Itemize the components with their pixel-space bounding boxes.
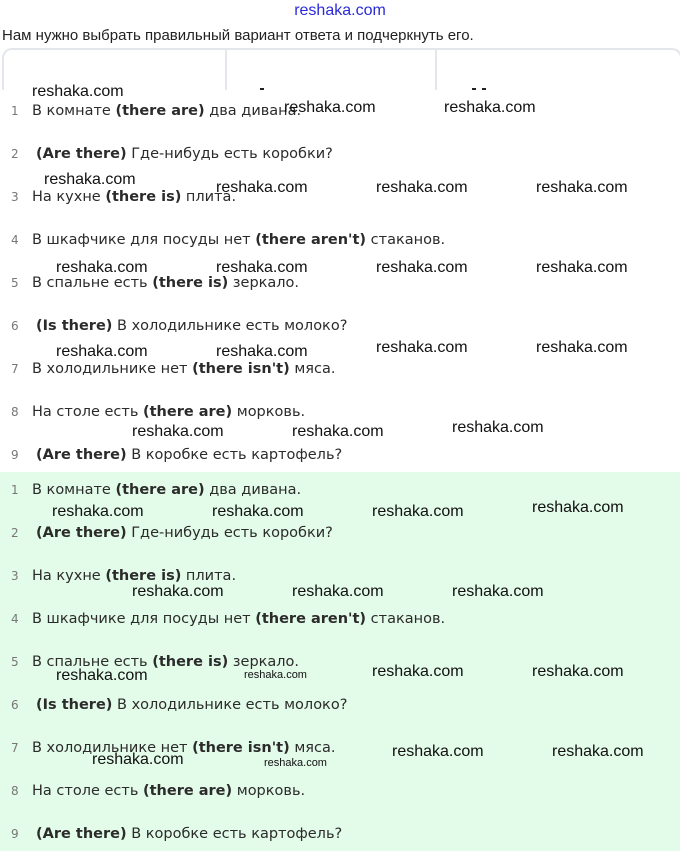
sentence-after: морковь. (232, 404, 306, 420)
sentence-after: Где-нибудь есть коробки? (126, 146, 333, 162)
original-row-6 (0, 314, 680, 338)
row-number: 2 (11, 526, 19, 540)
watermark-text: reshaka.com (264, 757, 327, 769)
watermark-text: reshaka.com (32, 83, 124, 100)
watermark-text: reshaka.com (56, 343, 148, 360)
answer-phrase: (there isn't) (192, 740, 290, 756)
sentence-after: стаканов. (366, 232, 446, 248)
row-number: 1 (11, 104, 19, 118)
original-row-4 (0, 228, 680, 252)
answer-phrase: (there aren't) (255, 232, 367, 248)
sentence-before: В спальне есть (32, 654, 153, 670)
sentence-text (32, 400, 305, 424)
sentence-after: мяса. (289, 740, 336, 756)
answer-phrase: (there isn't) (192, 361, 290, 377)
sentence-text (32, 99, 301, 123)
original-row-8 (0, 400, 680, 424)
sentence-before: В комнате (32, 482, 116, 498)
row-number: 5 (11, 276, 19, 290)
watermark-text: reshaka.com (452, 419, 544, 436)
row-number: 6 (11, 319, 19, 333)
row-number: 4 (11, 612, 19, 626)
watermark-text: reshaka.com (216, 179, 308, 196)
sentence-before: В комнате (32, 103, 116, 119)
watermark-text: reshaka.com (536, 259, 628, 276)
row-number: 3 (11, 190, 19, 204)
row-number: 4 (11, 233, 19, 247)
watermark-text: reshaka.com (132, 583, 224, 600)
answer-phrase: (there are) (115, 482, 205, 498)
answer-phrase: (there is) (152, 654, 229, 670)
watermark-text: reshaka.com (92, 751, 184, 768)
watermark-text: reshaka.com (216, 343, 308, 360)
sentence-text (32, 478, 301, 502)
sentence-after: плита. (181, 189, 237, 205)
watermark-text: reshaka.com (216, 259, 308, 276)
sentence-before: На кухне (32, 189, 106, 205)
answer-phrase: (there is) (105, 568, 182, 584)
watermark-text: reshaka.com (376, 179, 468, 196)
sentence-after: В холодильнике есть молоко? (112, 318, 348, 334)
answer-phrase: (Are there) (36, 447, 127, 463)
watermark-text: reshaka.com (376, 259, 468, 276)
answer-phrase: (there are) (142, 404, 233, 420)
row-number: 8 (11, 405, 19, 419)
sentence-after: В холодильнике есть молоко? (112, 697, 348, 713)
row-number: 8 (11, 784, 19, 798)
header-watermark: reshaka.com (294, 2, 386, 19)
row-number: 6 (11, 698, 19, 712)
sentence-after: В коробке есть картофель? (126, 826, 343, 842)
sentence-before: В спальне есть (32, 275, 153, 291)
sentence-text (32, 607, 445, 631)
watermark-text: reshaka.com (552, 743, 644, 760)
watermark-text: reshaka.com (452, 583, 544, 600)
sentence-before: На столе есть (32, 783, 143, 799)
sentence-before: В шкафчике для посуды нет (32, 611, 256, 627)
sentence-after: зеркало. (228, 654, 300, 670)
sentence-text (36, 142, 333, 166)
row-number: 1 (11, 483, 19, 497)
answer-phrase: (there is) (152, 275, 229, 291)
instruction-text: Нам нужно выбрать правильный вариант ответа и подчеркнуть его. (2, 27, 474, 44)
answer-phrase: (Is there) (36, 318, 113, 334)
answer-row-2 (0, 521, 680, 545)
answer-row-6 (0, 693, 680, 717)
sentence-after: зеркало. (228, 275, 300, 291)
sentence-text (36, 443, 342, 467)
table-column-divider (435, 48, 437, 92)
watermark-text: reshaka.com (244, 669, 307, 681)
answer-row-9 (0, 822, 680, 846)
original-row-2 (0, 142, 680, 166)
watermark-text: reshaka.com (392, 743, 484, 760)
sentence-text (36, 822, 342, 846)
answer-row-8 (0, 779, 680, 803)
row-number: 9 (11, 827, 19, 841)
sentence-text (36, 314, 347, 338)
watermark-text: reshaka.com (372, 503, 464, 520)
watermark-text: reshaka.com (532, 663, 624, 680)
answer-phrase: (there is) (105, 189, 182, 205)
sentence-after: плита. (181, 568, 237, 584)
watermark-text: reshaka.com (284, 99, 376, 116)
sentence-text (32, 228, 445, 252)
answer-phrase: (there are) (115, 103, 205, 119)
sentence-after: Где-нибудь есть коробки? (126, 525, 333, 541)
sentence-before: В шкафчике для посуды нет (32, 232, 256, 248)
watermark-text: reshaka.com (52, 503, 144, 520)
sentence-before: В холодильнике нет (32, 361, 193, 377)
sentence-after: два дивана. (204, 482, 302, 498)
table-column-divider (225, 48, 227, 92)
watermark-text: reshaka.com (56, 259, 148, 276)
row-number: 5 (11, 655, 19, 669)
sentence-after: мяса. (289, 361, 336, 377)
sentence-before: В холодильнике нет (32, 740, 193, 756)
watermark-text: reshaka.com (372, 663, 464, 680)
sentence-after: В коробке есть картофель? (126, 447, 343, 463)
answer-phrase: (Are there) (36, 525, 127, 541)
answer-phrase: (Are there) (36, 146, 127, 162)
sentence-before: На кухне (32, 568, 106, 584)
sentence-after: стаканов. (366, 611, 446, 627)
watermark-text: reshaka.com (292, 583, 384, 600)
row-number: 9 (11, 448, 19, 462)
row-number: 7 (11, 741, 19, 755)
original-row-9 (0, 443, 680, 467)
answer-row-4 (0, 607, 680, 631)
watermark-text: reshaka.com (536, 179, 628, 196)
row-number: 2 (11, 147, 19, 161)
watermark-text: reshaka.com (132, 423, 224, 440)
watermark-text: reshaka.com (212, 503, 304, 520)
answer-phrase: (Is there) (36, 697, 113, 713)
answer-phrase: (there aren't) (255, 611, 367, 627)
sentence-after: морковь. (232, 783, 306, 799)
watermark-text: reshaka.com (532, 499, 624, 516)
sentence-text (32, 779, 305, 803)
answer-phrase: (there are) (142, 783, 233, 799)
watermark-text: reshaka.com (56, 667, 148, 684)
watermark-text: reshaka.com (44, 171, 136, 188)
sentence-text (36, 521, 333, 545)
watermark-text: reshaka.com (444, 99, 536, 116)
watermark-text: reshaka.com (292, 423, 384, 440)
sentence-text (36, 693, 347, 717)
answer-phrase: (Are there) (36, 826, 127, 842)
watermark-text: reshaka.com (376, 339, 468, 356)
row-number: 3 (11, 569, 19, 583)
sentence-after: два дивана. (204, 103, 302, 119)
sentence-before: На столе есть (32, 404, 143, 420)
watermark-text: reshaka.com (536, 339, 628, 356)
row-number: 7 (11, 362, 19, 376)
